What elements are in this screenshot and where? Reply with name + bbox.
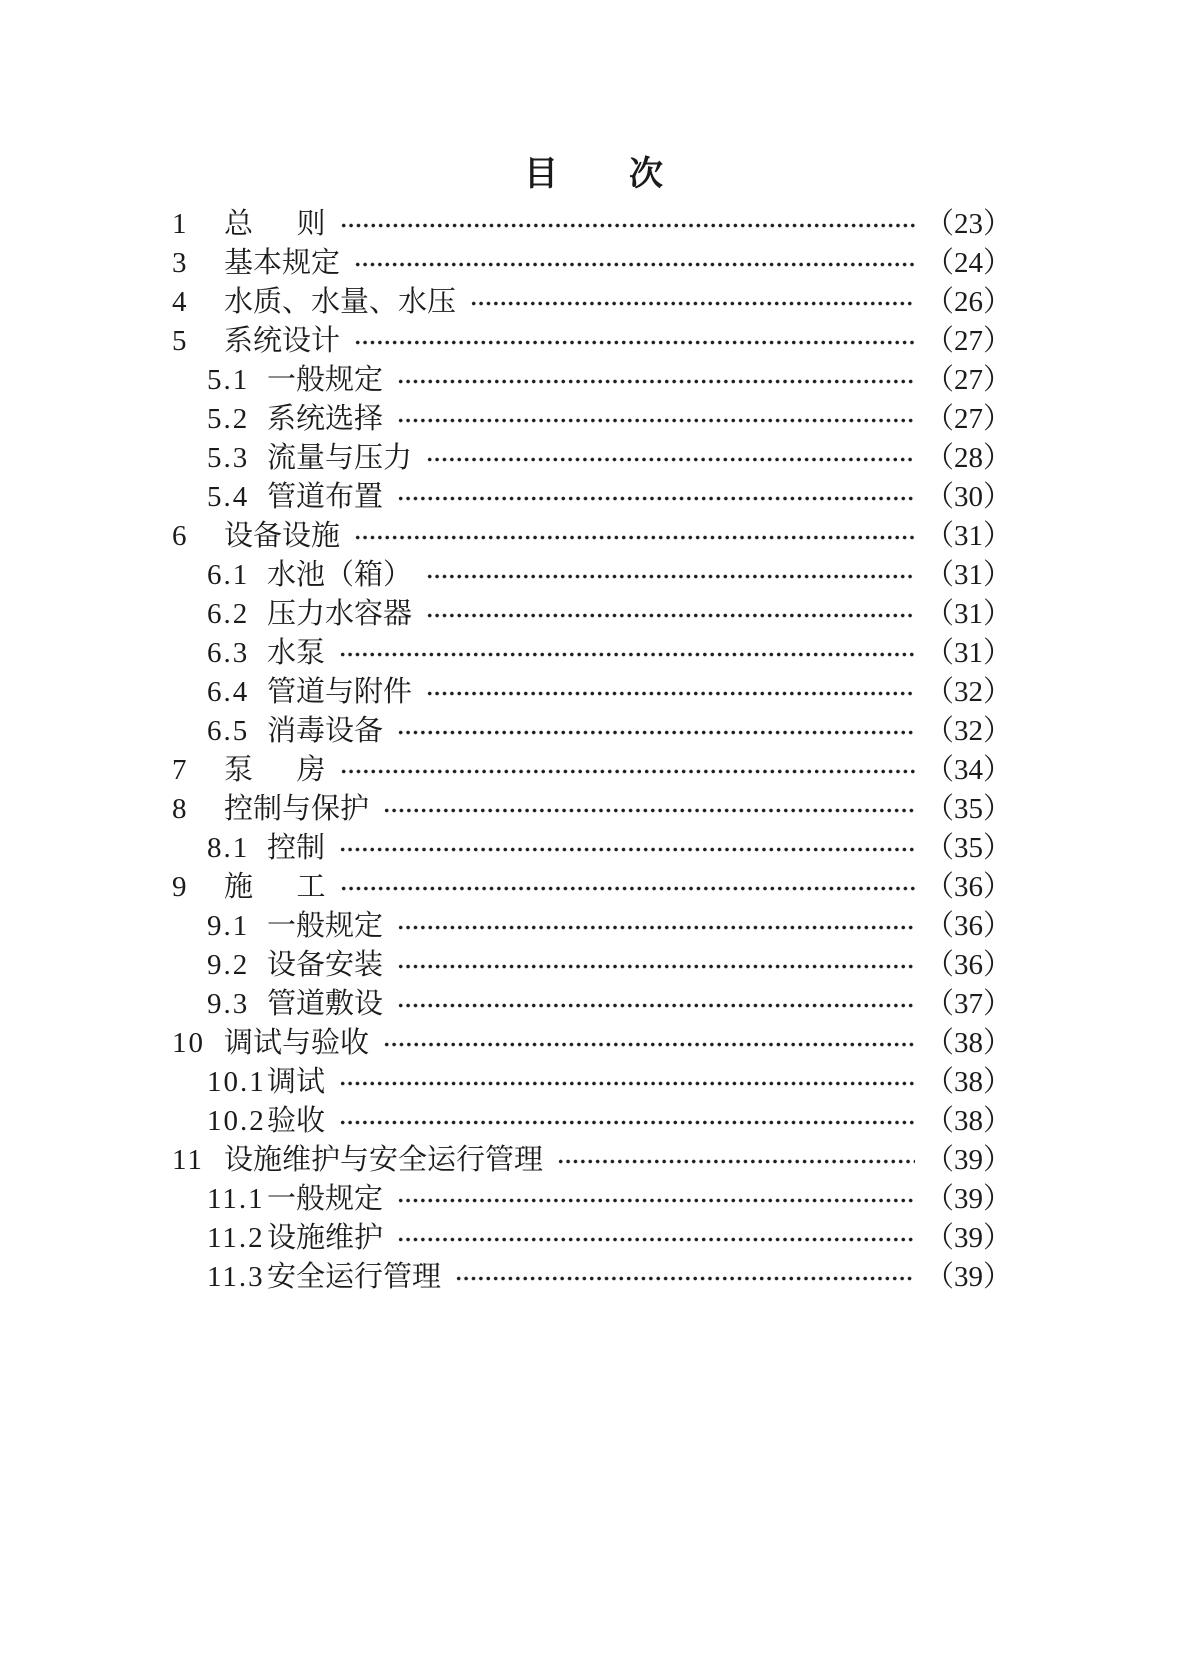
toc-entry-number: 1 xyxy=(172,208,189,240)
toc-entry xyxy=(0,673,1188,712)
dot-leader xyxy=(426,455,915,464)
toc-entry xyxy=(0,205,1188,244)
dot-leader xyxy=(340,221,915,230)
toc-entry-number: 6.1 xyxy=(207,559,250,591)
toc-entry-page: （31） xyxy=(924,559,1012,591)
toc-entry xyxy=(0,634,1188,673)
toc-entry-page: （38） xyxy=(924,1027,1012,1059)
toc-entry-title: 施 工 xyxy=(224,871,326,903)
toc-entry-number: 8 xyxy=(172,793,189,825)
toc-entry-page: （26） xyxy=(924,286,1012,318)
dot-leader xyxy=(397,923,915,932)
toc-entry-number: 11.2 xyxy=(207,1222,265,1254)
toc-entry-number: 6.5 xyxy=(207,715,250,747)
toc-entry-page: （36） xyxy=(924,949,1012,981)
toc-entry-title: 压力水容器 xyxy=(267,598,413,630)
toc-entry xyxy=(0,985,1188,1024)
toc-entry-page: （39） xyxy=(924,1261,1012,1293)
toc-entry-title: 管道布置 xyxy=(267,481,384,513)
toc-entry-title: 控制 xyxy=(267,832,326,864)
toc-entry xyxy=(0,751,1188,790)
dot-leader xyxy=(397,494,915,503)
toc-entry xyxy=(0,868,1188,907)
toc-entry-title: 设施维护 xyxy=(267,1222,384,1254)
toc-entry xyxy=(0,478,1188,517)
toc-entry-number: 3 xyxy=(172,247,189,279)
dot-leader xyxy=(426,689,915,698)
toc-entry-title: 调试与验收 xyxy=(224,1027,370,1059)
toc-entry-page: （32） xyxy=(924,715,1012,747)
toc-entry xyxy=(0,907,1188,946)
dot-leader xyxy=(340,884,915,893)
toc-entry xyxy=(0,1219,1188,1258)
toc-entry-title: 水泵 xyxy=(267,637,326,669)
toc-entry-page: （35） xyxy=(924,793,1012,825)
toc-entry xyxy=(0,1024,1188,1063)
toc-entry-page: （36） xyxy=(924,871,1012,903)
toc-entry-page: （27） xyxy=(924,325,1012,357)
toc-entry-title: 系统选择 xyxy=(267,403,384,435)
toc-entry-page: （37） xyxy=(924,988,1012,1020)
toc-entry xyxy=(0,1180,1188,1219)
toc-entry-page: （24） xyxy=(924,247,1012,279)
dot-leader xyxy=(339,845,915,854)
toc-entry-number: 9.3 xyxy=(207,988,250,1020)
toc-entry-title: 水质、水量、水压 xyxy=(224,286,457,318)
toc-entry-title: 设施维护与安全运行管理 xyxy=(224,1144,544,1176)
toc-entry-page: （38） xyxy=(924,1105,1012,1137)
toc-entry-title: 基本规定 xyxy=(224,247,341,279)
toc-entry-title: 消毒设备 xyxy=(267,715,384,747)
toc-entry-number: 5.4 xyxy=(207,481,250,513)
dot-leader xyxy=(383,806,915,815)
toc-entry-title: 安全运行管理 xyxy=(267,1261,442,1293)
dot-leader xyxy=(339,1118,915,1127)
dot-leader xyxy=(470,299,915,308)
dot-leader xyxy=(339,1079,915,1088)
toc-entry xyxy=(0,322,1188,361)
toc-entry-number: 5 xyxy=(172,325,189,357)
toc-entry xyxy=(0,1102,1188,1141)
toc-entry-title: 一般规定 xyxy=(267,364,384,396)
dot-leader xyxy=(354,338,915,347)
toc-entry-page: （27） xyxy=(924,364,1012,396)
toc-entry-number: 10.1 xyxy=(207,1066,266,1098)
toc-entry-number: 5.1 xyxy=(207,364,250,396)
toc-entry-number: 11.1 xyxy=(207,1183,265,1215)
toc-entry-page: （31） xyxy=(924,520,1012,552)
dot-leader xyxy=(397,377,915,386)
toc-entry-title: 泵 房 xyxy=(224,754,326,786)
toc-entry-number: 10.2 xyxy=(207,1105,266,1137)
dot-leader xyxy=(397,728,915,737)
toc-entry-page: （36） xyxy=(924,910,1012,942)
toc-entry-number: 4 xyxy=(172,286,189,318)
toc-entry-page: （28） xyxy=(924,442,1012,474)
toc-entry xyxy=(0,361,1188,400)
toc-entry-title: 一般规定 xyxy=(267,910,384,942)
toc-entry-title: 验收 xyxy=(267,1105,326,1137)
dot-leader xyxy=(397,1235,915,1244)
dot-leader xyxy=(383,1040,915,1049)
toc-entry-page: （32） xyxy=(924,676,1012,708)
dot-leader xyxy=(340,767,915,776)
toc-entry-number: 7 xyxy=(172,754,189,786)
toc-entry xyxy=(0,439,1188,478)
dot-leader xyxy=(557,1157,915,1166)
toc-entry-title: 调试 xyxy=(267,1066,326,1098)
toc-entry-page: （31） xyxy=(924,637,1012,669)
page-title: 目 次 xyxy=(524,156,664,193)
toc-entry-page: （31） xyxy=(924,598,1012,630)
toc-entry-title: 设备安装 xyxy=(267,949,384,981)
toc-entry-number: 6.4 xyxy=(207,676,250,708)
dot-leader xyxy=(397,1001,915,1010)
toc-entry-page: （35） xyxy=(924,832,1012,864)
toc-entry-number: 11 xyxy=(172,1144,204,1176)
toc-entry-page: （30） xyxy=(924,481,1012,513)
toc-entry-title: 流量与压力 xyxy=(267,442,413,474)
toc-entry-number: 9 xyxy=(172,871,189,903)
toc-entry-number: 11.3 xyxy=(207,1261,265,1293)
toc-entry xyxy=(0,712,1188,751)
toc-entry xyxy=(0,400,1188,439)
dot-leader xyxy=(339,650,915,659)
dot-leader xyxy=(397,962,915,971)
toc-entry xyxy=(0,1258,1188,1297)
toc-entry-title: 设备设施 xyxy=(224,520,341,552)
dot-leader xyxy=(426,611,915,620)
toc-entry-title: 控制与保护 xyxy=(224,793,370,825)
toc-entry xyxy=(0,556,1188,595)
toc-entry xyxy=(0,244,1188,283)
dot-leader xyxy=(455,1274,915,1283)
dot-leader xyxy=(397,416,915,425)
toc-entry xyxy=(0,595,1188,634)
toc-entry-number: 5.2 xyxy=(207,403,250,435)
dot-leader xyxy=(426,572,915,581)
toc-entry-number: 9.1 xyxy=(207,910,250,942)
toc-entry-number: 9.2 xyxy=(207,949,250,981)
toc-entry-number: 5.3 xyxy=(207,442,250,474)
toc-entry-title: 总 则 xyxy=(224,208,326,240)
toc-entry-page: （39） xyxy=(924,1222,1012,1254)
toc-entry xyxy=(0,283,1188,322)
table-of-contents xyxy=(0,205,1188,1297)
toc-entry-number: 6 xyxy=(172,520,189,552)
toc-entry-title: 管道与附件 xyxy=(267,676,413,708)
toc-entry xyxy=(0,1141,1188,1180)
toc-entry xyxy=(0,829,1188,868)
toc-entry xyxy=(0,517,1188,556)
toc-entry-number: 8.1 xyxy=(207,832,250,864)
toc-entry-title: 一般规定 xyxy=(267,1183,384,1215)
toc-entry-page: （27） xyxy=(924,403,1012,435)
toc-entry-page: （39） xyxy=(924,1144,1012,1176)
toc-entry xyxy=(0,790,1188,829)
toc-entry-page: （34） xyxy=(924,754,1012,786)
toc-entry xyxy=(0,1063,1188,1102)
toc-entry xyxy=(0,946,1188,985)
toc-entry-page: （23） xyxy=(924,208,1012,240)
toc-entry-page: （39） xyxy=(924,1183,1012,1215)
toc-entry-title: 水池（箱） xyxy=(267,559,413,591)
toc-entry-title: 管道敷设 xyxy=(267,988,384,1020)
dot-leader xyxy=(354,533,915,542)
dot-leader xyxy=(397,1196,915,1205)
toc-entry-page: （38） xyxy=(924,1066,1012,1098)
dot-leader xyxy=(354,260,915,269)
toc-entry-number: 6.3 xyxy=(207,637,250,669)
toc-entry-number: 6.2 xyxy=(207,598,250,630)
toc-entry-title: 系统设计 xyxy=(224,325,341,357)
toc-entry-number: 10 xyxy=(172,1027,205,1059)
